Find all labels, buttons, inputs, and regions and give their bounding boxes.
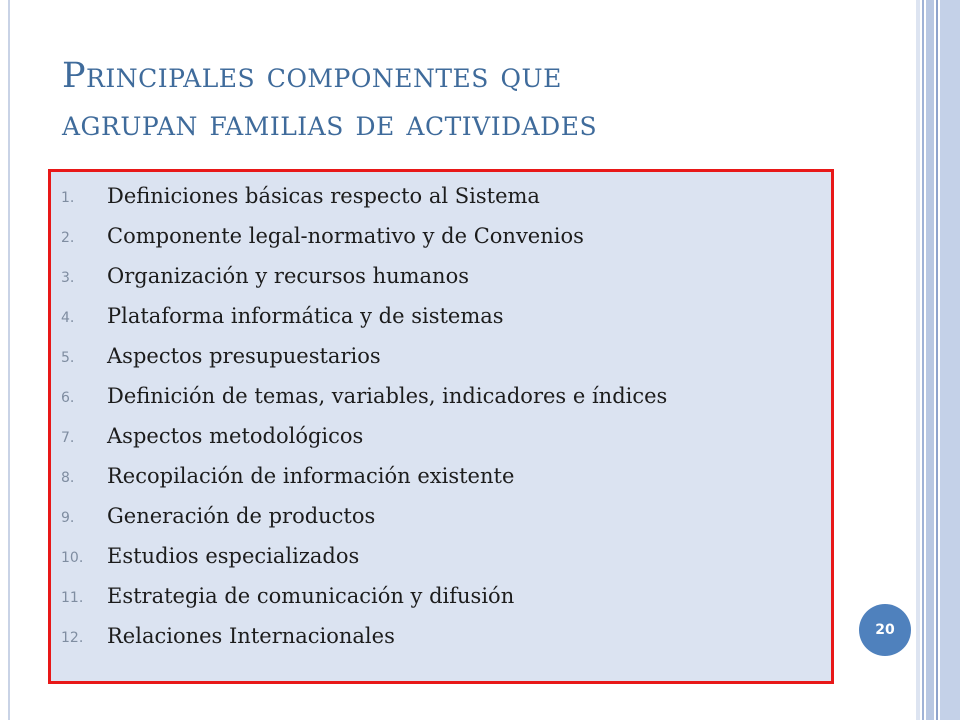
slide-title xyxy=(62,52,882,148)
list-item-number: 10. xyxy=(61,550,84,566)
list-item-number: 1. xyxy=(61,190,75,206)
list-item-number: 8. xyxy=(61,470,75,486)
left-frame-line xyxy=(8,0,10,720)
list-item-text: Componente legal-normativo y de Convenios xyxy=(107,224,584,248)
right-decorative-bars xyxy=(916,0,960,720)
decorative-bar xyxy=(922,0,924,720)
list-item-text: Aspectos presupuestarios xyxy=(107,344,381,368)
list-item-number: 12. xyxy=(61,630,84,646)
list-item-text: Relaciones Internacionales xyxy=(107,624,395,648)
list-item-number: 2. xyxy=(61,230,75,246)
list-item-number: 7. xyxy=(61,430,75,446)
page-number-badge: 20 xyxy=(859,604,911,656)
list-item-text: Generación de productos xyxy=(107,504,376,528)
list-item xyxy=(51,376,831,416)
list-item xyxy=(51,416,831,456)
list-item-text: Plataforma informática y de sistemas xyxy=(107,304,504,328)
list-item-text: Definición de temas, variables, indicadores e índices xyxy=(107,384,668,408)
decorative-bar xyxy=(940,0,960,720)
list-item xyxy=(51,296,831,336)
list-item xyxy=(51,456,831,496)
content-box xyxy=(48,169,834,684)
list-item-text: Estrategia de comunicación y difusión xyxy=(107,584,515,608)
list-item-text: Aspectos metodológicos xyxy=(107,424,364,448)
list-item xyxy=(51,576,831,616)
slide-title-line-1: Principales componentes que xyxy=(62,56,562,96)
list-item-text: Organización y recursos humanos xyxy=(107,264,469,288)
list-item-text: Definiciones básicas respecto al Sistema xyxy=(107,184,540,208)
component-list xyxy=(51,176,831,656)
list-item xyxy=(51,216,831,256)
list-item xyxy=(51,176,831,216)
list-item-text: Recopilación de información existente xyxy=(107,464,515,488)
list-item xyxy=(51,616,831,656)
list-item xyxy=(51,536,831,576)
list-item-number: 9. xyxy=(61,510,75,526)
list-item-text: Estudios especializados xyxy=(107,544,360,568)
decorative-bar xyxy=(936,0,938,720)
list-item-number: 6. xyxy=(61,390,75,406)
slide-title-line-2: agrupan familias de actividades xyxy=(62,104,598,144)
list-item-number: 5. xyxy=(61,350,75,366)
list-item xyxy=(51,336,831,376)
list-item xyxy=(51,496,831,536)
decorative-bar xyxy=(916,0,920,720)
list-item-number: 11. xyxy=(61,590,84,606)
list-item-number: 4. xyxy=(61,310,75,326)
list-item xyxy=(51,256,831,296)
decorative-bar xyxy=(926,0,934,720)
list-item-number: 3. xyxy=(61,270,75,286)
